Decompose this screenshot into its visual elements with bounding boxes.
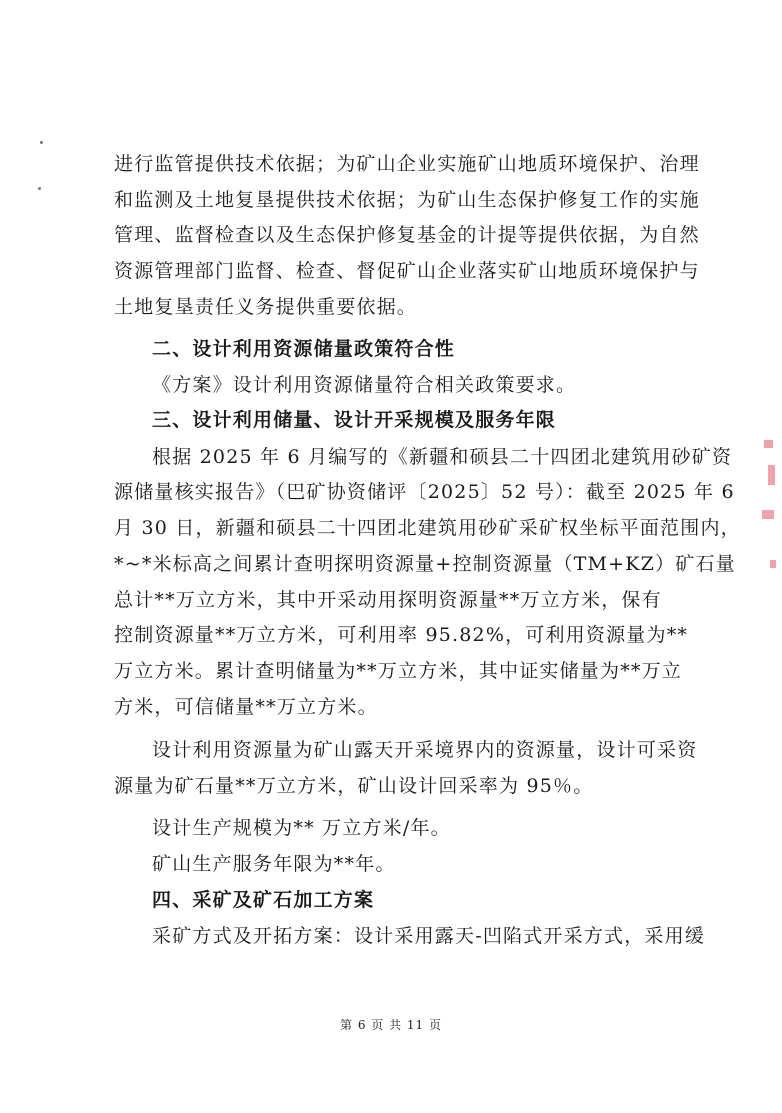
paragraph-line: 和监测及土地复垦提供技术依据；为矿山生态保护修复工作的实施 — [114, 189, 700, 211]
paragraph-line: 进行监管提供技术依据；为矿山企业实施矿山地质环境保护、治理 — [114, 153, 700, 175]
seal-fragment — [770, 560, 776, 568]
paragraph-line: 控制资源量**万立方米，可利用率 95.82%，可利用资源量为** — [114, 624, 689, 646]
seal-fragment — [768, 465, 775, 485]
section-heading: 四、采矿及矿石加工方案 — [152, 889, 375, 911]
seal-fragment — [762, 510, 774, 519]
paragraph-line: 矿山生产服务年限为**年。 — [152, 853, 396, 875]
scan-speck — [38, 187, 41, 190]
paragraph-line: 采矿方式及开拓方案：设计采用露天-凹陷式开采方式，采用缓 — [152, 925, 706, 947]
paragraph-line: 《方案》设计利用资源储量符合相关政策要求。 — [152, 374, 577, 396]
paragraph-line: 源量为矿石量**万立方米，矿山设计回采率为 95％。 — [114, 775, 594, 797]
paragraph-line: 万立方米。累计查明储量为**万立方米，其中证实储量为**万立 — [114, 660, 683, 682]
paragraph-line: 土地复垦责任义务提供重要依据。 — [114, 296, 418, 318]
paragraph-line: 源储量核实报告》（巴矿协资储评〔2025〕52 号）：截至 2025 年 6 — [114, 481, 735, 503]
paragraph-line: 资源管理部门监督、检查、督促矿山企业落实矿山地质环境保护与 — [114, 260, 700, 282]
paragraph-line: 设计利用资源量为矿山露天开采境界内的资源量，设计可采资 — [152, 739, 698, 761]
paragraph-line: 管理、监督检查以及生态保护修复基金的计提等提供依据，为自然 — [114, 224, 700, 246]
paragraph-line: 根据 2025 年 6 月编写的《新疆和硕县二十四团北建筑用砂矿资 — [152, 446, 733, 468]
section-heading: 二、设计利用资源储量政策符合性 — [152, 338, 456, 360]
paragraph-line: 总计**万立方米，其中开采动用探明资源量**万立方米，保有 — [114, 589, 662, 611]
paragraph-line: 设计生产规模为** 万立方米/年。 — [152, 817, 451, 839]
section-heading: 三、设计利用储量、设计开采规模及服务年限 — [152, 409, 557, 431]
paragraph-line: 方米，可信储量**万立方米。 — [114, 696, 378, 718]
scan-speck — [40, 141, 43, 144]
paragraph-line: *~*米标高之间累计查明探明资源量+控制资源量（TM+KZ）矿石量 — [114, 553, 736, 575]
seal-fragment — [764, 440, 773, 448]
paragraph-line: 月 30 日，新疆和硕县二十四团北建筑用砂矿采矿权坐标平面范围内， — [114, 517, 741, 539]
page-number-footer: 第 6 页 共 11 页 — [340, 1018, 442, 1032]
